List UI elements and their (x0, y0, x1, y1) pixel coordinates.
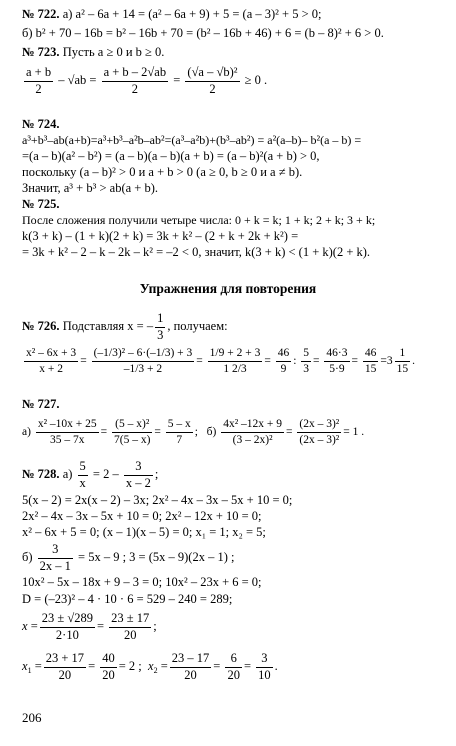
problem-723-text: Пусть a ≥ 0 и b ≥ 0. (62, 45, 165, 59)
problem-725-line-1: После сложения получили четыре числа: 0 + k = k; 1 + k; 2 + k; 3 + k; (22, 213, 376, 227)
problem-728-b: б) $\frac{3}{2x - 1}$ = 5x – 9 ; 3 = (5x – 9)(2x – 1) ; (22, 542, 235, 573)
problem-723-formula: $\frac{a + b}{2}$ – √ab = $\frac{a + b - 2√ab}{2}$ = $\frac{\text{(√a – √b)²}}{2}$ ≥ 0 . (26, 65, 268, 96)
fraction: $\frac{a + b}{2}$ (26, 65, 52, 96)
problem-726-formula: $\frac{\text{x² – 6x + 3}}{x + 2}$ = $\frac{\text{(–1/3)² – 6·(–1/3) + 3}}{-1/3 + 2}$ = $\frac{1/9 + 2 + 3}{1 2/3}$ = $\frac{46}{9}$ : $\frac{5}{3}$ = $\frac{46\cdot 3}{5\cdot 9}$ = $\frac{46}{15}$ =3 $\frac{1}{15}$ . (26, 347, 416, 375)
fraction: $\frac{a + b - 2√ab}{2}$ (103, 65, 167, 96)
problem-725-line-3: = 3k + k² – 2 – k – 2k – k² = –2 < 0, значит, k(3 + k) < (1 + k)(2 + k). (22, 245, 371, 259)
problem-726-header: № 726. Подставляя x = – $\frac{1}{3}$ , получаем: (22, 311, 228, 342)
problem-726-number: № 726. (22, 319, 60, 334)
problem-724-line-2: =(a – b)(a² – b²) = (a – b)(a – b)(a + b) = (a – b)²(a + b) > 0, (22, 149, 320, 163)
problem-728-roots: x = $\frac{23 \pm √289}{2\cdot 10}$ = $\frac{23 \pm 17}{20}$ ; (22, 611, 157, 642)
problem-728-line-2: 2x² – 4x – 3x – 5x + 10 = 0; 2x² – 12x + 10 = 0; (22, 509, 262, 523)
problem-723-number: № 723. (22, 45, 60, 59)
problem-727-number: № 727. (22, 397, 60, 411)
page-number: 206 (22, 710, 42, 725)
problem-728-line-3: x² – 6x + 5 = 0; (x – 1)(x – 5) = 0; x₁ = 1; x₂ = 5; (22, 525, 266, 539)
problem-722-line-a (22, 8, 321, 21)
problem-722-number: № 722. (22, 7, 60, 21)
problem-727-formula: а) $\frac{\text{x² –10x + 25}}{35 - 7x}$ = $\frac{\text{(5 – x)²}}{7(5 - x)}$ = $\frac{5 - x}{7}$ ; б) $\frac{\text{4x² –12x + 9}}{\text{(3 – 2x)²}}$ = $\frac{\text{(2x – 3)²}}{\text{(2x – 3)²}}$ = 1 . (22, 418, 365, 446)
problem-724-line-4: Значит, a³ + b³ > ab(a + b). (22, 181, 158, 195)
problem-724-line-3: поскольку (a – b)² > 0 и a + b > 0 (a ≥ 0, b ≥ 0 и a ≠ b). (22, 165, 303, 179)
problem-728-roots-values: $x_1$ = $\frac{23 + 17}{20}$ = $\frac{40}{20}$ = 2 ; $x_2$ = $\frac{23 - 17}{20}$ = $\frac{6}{20}$ = $\frac{3}{10}$ . (22, 651, 278, 682)
problem-723-header (22, 46, 164, 59)
problem-728-number: № 728. (22, 467, 60, 482)
problem-728-line-5: D = (–23)² – 4 · 10 · 6 = 529 – 240 = 289; (22, 592, 233, 606)
problem-722-a-text: а) a² – 6a + 14 = (a² – 6a + 9) + 5 = (a – 3)² + 5 > 0; (62, 7, 322, 21)
problem-728-line-4: 10x² – 5x – 18x + 9 – 3 = 0; 10x² – 23x + 6 = 0; (22, 575, 262, 589)
problem-728-line-1: 5(x – 2) = 2x(x – 2) – 3x; 2x² – 4x – 3x – 5x + 10 = 0; (22, 493, 293, 507)
problem-724-line-1: a³+b³–ab(a+b)=a³+b³–a²b–ab²=(a³–a²b)+(b³–ab²) = a²(a–b)– b²(a – b) = (22, 133, 362, 147)
fraction: $\frac{\text{(√a – √b)²}}{2}$ (187, 65, 238, 96)
section-heading: Упражнения для повторения (139, 281, 317, 296)
problem-724-number: № 724. (22, 117, 60, 131)
problem-722-line-b: б) b² + 70 – 16b = b² – 16b + 70 = (b² – 16b + 46) + 6 = (b – 8)² + 6 > 0. (22, 26, 384, 40)
problem-725-line-2: k(3 + k) – (1 + k)(2 + k) = 3k + k² – (2 + k + 2k + k²) = (22, 229, 299, 243)
problem-728-header: № 728. а) $\frac{5}{x}$ = 2 – $\frac{3}{x - 2}$ ; (22, 459, 159, 490)
problem-725-number: № 725. (22, 197, 60, 211)
